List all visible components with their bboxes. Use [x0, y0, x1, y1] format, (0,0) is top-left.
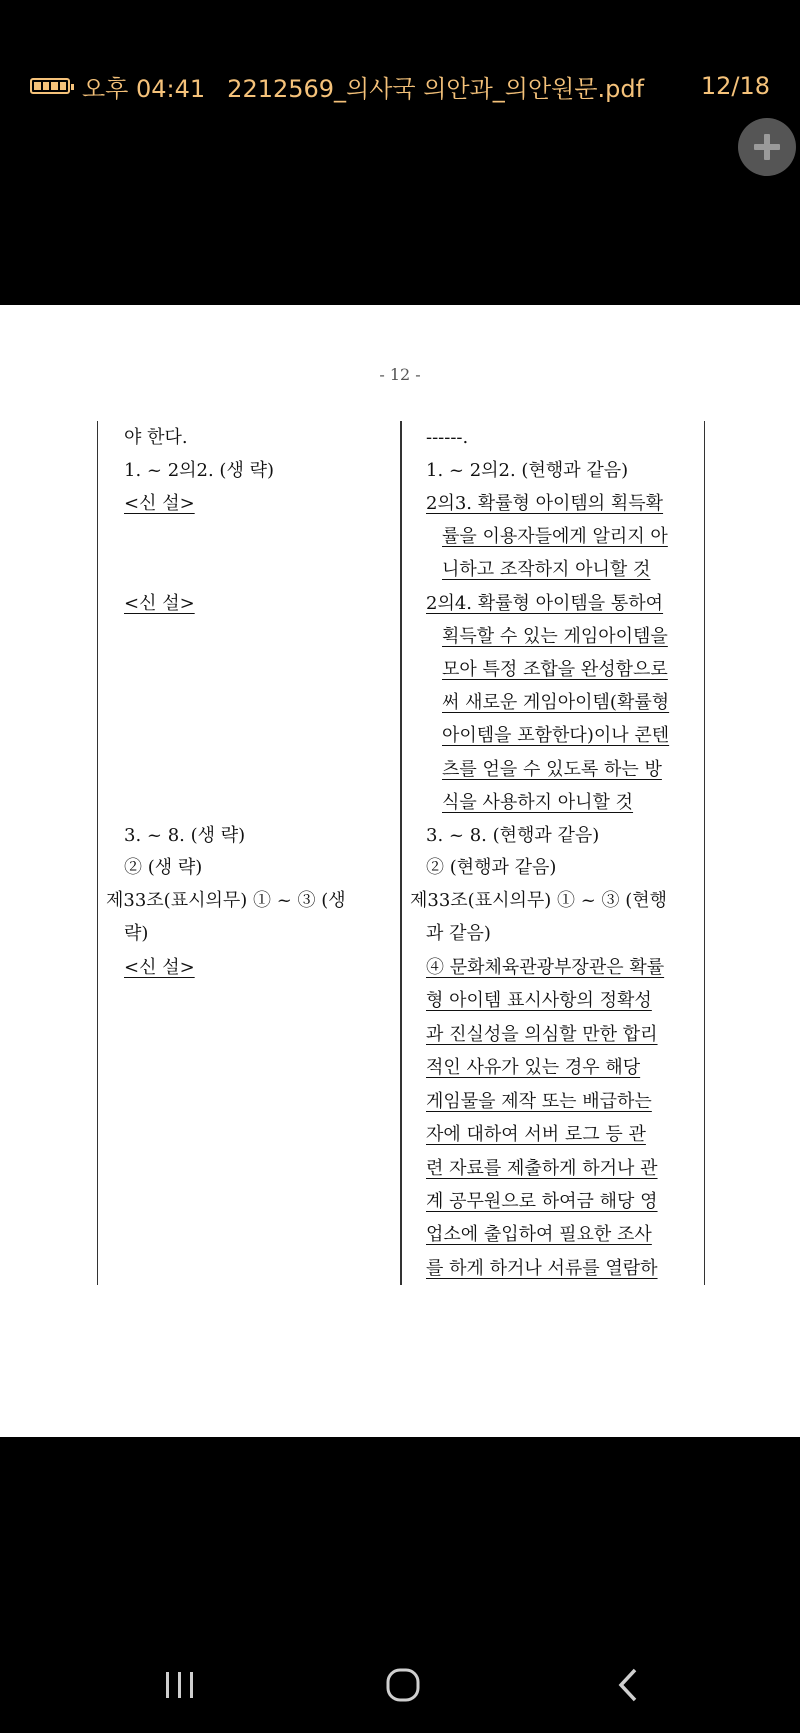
right-line: 아이템을 포함한다)이나 콘텐: [442, 725, 670, 746]
left-line: <신 설>: [124, 593, 195, 614]
plus-icon: [750, 130, 784, 164]
right-line: 과 진실성을 의심할 만한 합리: [426, 1024, 658, 1045]
top-bar: [0, 0, 800, 305]
add-button[interactable]: [738, 118, 796, 176]
right-line: 련 자료를 제출하게 하거나 관: [426, 1158, 658, 1179]
right-line: 게임물을 제작 또는 배급하는: [426, 1091, 652, 1112]
right-line: 업소에 출입하여 필요한 조사: [426, 1224, 652, 1245]
home-icon: [385, 1667, 421, 1703]
right-line: 획득할 수 있는 게임아이템을: [442, 626, 668, 647]
page-number: - 12 -: [379, 365, 421, 384]
comparison-table: [97, 421, 705, 1285]
right-line: ② (현행과 같음): [426, 857, 557, 878]
right-line: 써 새로운 게임아이템(확률형: [442, 692, 670, 713]
back-icon: [613, 1667, 643, 1703]
left-line: <신 설>: [124, 493, 195, 514]
right-line: 2의3. 확률형 아이템의 획득확: [426, 493, 664, 514]
battery-icon: [30, 78, 70, 94]
home-button[interactable]: [373, 1660, 433, 1710]
right-line: 자에 대하여 서버 로그 등 관: [426, 1124, 646, 1145]
right-line: 1. ~ 2의2. (현행과 같음): [426, 460, 629, 481]
right-line: 과 같음): [426, 923, 491, 944]
right-line: 적인 사유가 있는 경우 해당: [426, 1057, 641, 1078]
right-line: 계 공무원으로 하여금 해당 영: [426, 1191, 658, 1212]
back-button[interactable]: [598, 1660, 658, 1710]
right-line: ------.: [426, 427, 469, 448]
right-line: 률을 이용자들에게 알리지 아: [442, 526, 668, 547]
right-line: 2의4. 확률형 아이템을 통하여: [426, 593, 664, 614]
left-line: 략): [124, 923, 149, 944]
recent-apps-button[interactable]: [150, 1660, 210, 1710]
left-line: ② (생 략): [124, 857, 203, 878]
right-line: 를 하게 하거나 서류를 열람하: [426, 1258, 658, 1279]
left-line: <신 설>: [124, 957, 195, 978]
column-divider: [400, 421, 402, 1285]
left-line: 야 한다.: [124, 427, 188, 448]
left-line: 제33조(표시의무) ① ~ ③ (생: [106, 890, 346, 911]
status-bar: [30, 68, 644, 104]
right-line: 3. ~ 8. (현행과 같음): [426, 825, 600, 846]
right-line: ④ 문화체육관광부장관은 확률: [426, 957, 665, 978]
left-line: 3. ~ 8. (생 략): [124, 825, 246, 846]
right-line: 츠를 얻을 수 있도록 하는 방: [442, 759, 662, 780]
right-line: 니하고 조작하지 아니할 것: [442, 559, 651, 580]
right-line: 식을 사용하지 아니할 것: [442, 792, 634, 813]
left-line: 1. ~ 2의2. (생 략): [124, 460, 274, 481]
pdf-page[interactable]: [0, 305, 800, 1437]
status-time: 오후 04:41: [82, 74, 206, 103]
document-filename: 2212569_의사국 의안과_의안원문.pdf: [227, 74, 645, 103]
right-line: 제33조(표시의무) ① ~ ③ (현행: [410, 890, 668, 911]
right-line: 형 아이템 표시사항의 정확성: [426, 990, 652, 1011]
right-line: 모아 특정 조합을 완성함으로: [442, 659, 668, 680]
page-counter: 12/18: [700, 72, 770, 100]
recent-apps-icon: [163, 1670, 197, 1700]
